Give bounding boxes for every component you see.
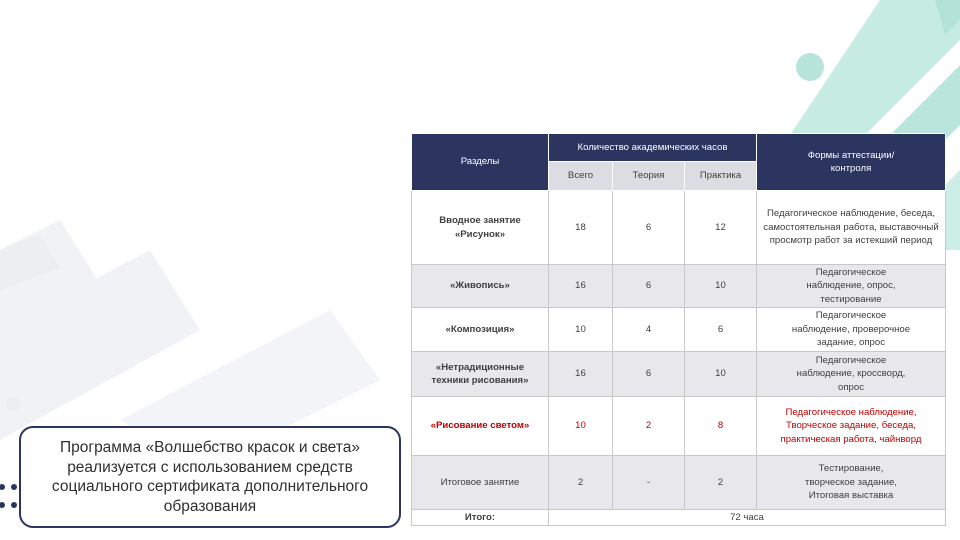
row-practice: 6 [685,308,757,352]
row-total: 16 [549,352,613,397]
row-total: 18 [549,191,613,265]
dots-decor [0,484,17,508]
table-row-highlighted [412,397,946,456]
table-row [412,352,946,397]
row-section: «Рисование светом» [412,397,549,456]
row-total: 16 [549,265,613,308]
row-section: «Живопись» [412,265,549,308]
row-theory: 4 [613,308,685,352]
row-forms: Педагогическое наблюдение, беседа, самостоятельная работа, выставочный просмотр работ за истекший период [757,191,946,265]
header-hours: Количество академических часов [549,134,757,162]
row-forms: Педагогическое наблюдение, Творческое задание, беседа, практическая работа, чайнворд [757,397,946,456]
header-theory: Теория [613,162,685,191]
row-forms: Тестирование, творческое задание, Итоговая выставка [757,456,946,510]
certificate-callout [19,426,401,528]
callout-text: Программа «Волшебство красок и света» реализуется с использованием средств социального сертификата дополнительного образования [51,439,369,515]
row-total: 2 [549,456,613,510]
row-practice: 10 [685,352,757,397]
table-row [412,265,946,308]
row-practice: 8 [685,397,757,456]
row-section: «Композиция» [412,308,549,352]
row-practice: 2 [685,456,757,510]
total-value: 72 часа [549,510,946,526]
row-forms: Педагогическое наблюдение, проверочное задание, опрос [757,308,946,352]
table-row [412,191,946,265]
table-header-row [412,134,946,162]
header-sections: Разделы [412,134,549,191]
row-theory: - [613,456,685,510]
row-forms: Педагогическое наблюдение, кроссворд, опрос [757,352,946,397]
row-theory: 6 [613,191,685,265]
header-forms: Формы аттестации/ контроля [757,134,946,191]
table-row [412,456,946,510]
curriculum-table [411,133,946,526]
row-practice: 10 [685,265,757,308]
total-label: Итого: [412,510,549,526]
grey-circle-decor [6,397,20,411]
row-theory: 2 [613,397,685,456]
row-theory: 6 [613,352,685,397]
table-total-row [412,510,946,526]
row-forms: Педагогическое наблюдение, опрос, тестирование [757,265,946,308]
table-row [412,308,946,352]
header-practice: Практика [685,162,757,191]
row-section: Вводное занятие «Рисунок» [412,191,549,265]
teal-circle-decor [796,53,824,81]
row-total: 10 [549,397,613,456]
row-total: 10 [549,308,613,352]
row-section: «Нетрадиционные техники рисования» [412,352,549,397]
row-theory: 6 [613,265,685,308]
row-practice: 12 [685,191,757,265]
header-total: Всего [549,162,613,191]
row-section: Итоговое занятие [412,456,549,510]
